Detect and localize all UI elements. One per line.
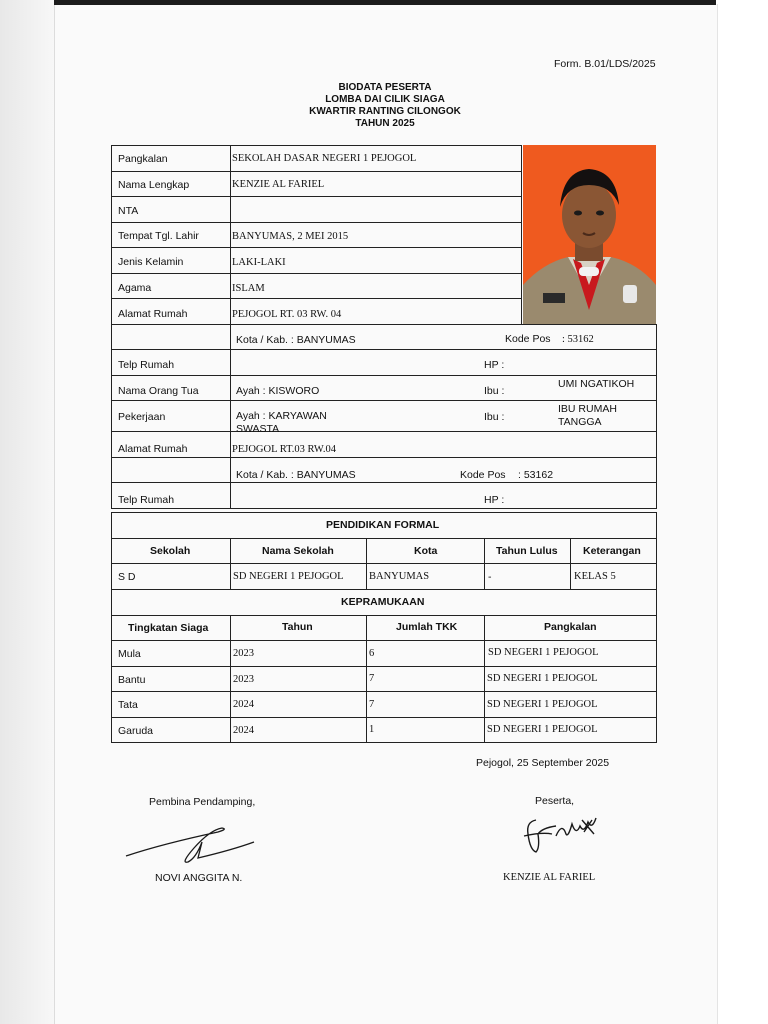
value-jenis-kelamin: LAKI-LAKI — [232, 257, 286, 268]
kepramukaan-row-1-tkk: 6 — [369, 648, 375, 659]
place-date: Pejogol, 25 September 2025 — [476, 757, 610, 769]
document-title — [260, 82, 510, 130]
value-pekerjaan-ayah-1: Ayah : KARYAWAN — [236, 410, 327, 422]
label-ibu: Ibu : — [484, 385, 505, 397]
label-nta: NTA — [118, 205, 139, 217]
top-border-line — [54, 0, 716, 5]
label-alamat-rumah-ortu: Alamat Rumah — [118, 443, 188, 455]
cell-tahun-lulus: - — [488, 571, 492, 583]
title-line-1: BIODATA PESERTA — [338, 82, 432, 93]
label-pekerjaan: Pekerjaan — [118, 411, 166, 423]
pembina-label: Pembina Pendamping, — [149, 796, 256, 808]
label-agama: Agama — [118, 282, 152, 294]
cell-kota: BANYUMAS — [369, 571, 430, 582]
kepramukaan-row-1-pangkalan: SD NEGERI 1 PEJOGOL — [488, 647, 599, 658]
value-kode-pos: : 53162 — [562, 334, 594, 345]
header-tahun-lulus: Tahun Lulus — [496, 545, 558, 557]
kepramukaan-row-3-tahun: 2024 — [233, 699, 254, 710]
label-tempat-tgl-lahir: Tempat Tgl. Lahir — [118, 230, 199, 242]
header-tingkatan-siaga: Tingkatan Siaga — [128, 622, 209, 634]
pembina-name: NOVI ANGGITA N. — [155, 872, 243, 884]
label-kode-pos-ortu: Kode Pos — [460, 469, 506, 481]
label-telp-rumah-ortu: Telp Rumah — [118, 494, 175, 506]
kepramukaan-row-4-tingkatan: Garuda — [118, 725, 154, 737]
pembina-signature — [122, 822, 258, 868]
value-kode-pos-ortu: : 53162 — [518, 469, 554, 481]
header-tahun: Tahun — [282, 621, 313, 633]
value-alamat-rumah: PEJOGOL RT. 03 RW. 04 — [232, 309, 342, 320]
value-pekerjaan-ibu-2: TANGGA — [558, 416, 602, 428]
label-alamat-rumah: Alamat Rumah — [118, 308, 188, 320]
kepramukaan-row-3-tingkatan: Tata — [118, 699, 138, 711]
kepramukaan-row-3-tkk: 7 — [369, 699, 375, 710]
kepramukaan-row-1-tahun: 2023 — [233, 648, 254, 659]
kepramukaan-table — [111, 589, 657, 743]
header-nama-sekolah: Nama Sekolah — [262, 545, 334, 557]
page-edge-shadow — [0, 0, 54, 1024]
value-pekerjaan-ayah-2: SWASTA — [236, 423, 280, 435]
label-nama-lengkap: Nama Lengkap — [118, 179, 190, 191]
photo-portrait-illustration — [523, 145, 656, 324]
header-sekolah: Sekolah — [150, 545, 191, 557]
kepramukaan-row-3-pangkalan: SD NEGERI 1 PEJOGOL — [487, 699, 598, 710]
kepramukaan-row-2-tkk: 7 — [369, 673, 375, 684]
header-jumlah-tkk: Jumlah TKK — [396, 621, 458, 633]
kepramukaan-row-2-tahun: 2023 — [233, 674, 254, 685]
value-nama-ibu: UMI NGATIKOH — [558, 378, 635, 390]
peserta-signature — [522, 812, 602, 856]
label-jenis-kelamin: Jenis Kelamin — [118, 256, 184, 268]
label-kode-pos: Kode Pos — [505, 333, 551, 345]
form-code: Form. B.01/LDS/2025 — [554, 58, 656, 70]
label-telp-rumah: Telp Rumah — [118, 359, 175, 371]
label-pangkalan: Pangkalan — [118, 153, 168, 165]
label-hp: HP : — [484, 359, 505, 371]
label-hp-ortu: HP : — [484, 494, 505, 506]
label-ibu-pekerjaan: Ibu : — [484, 411, 505, 423]
header-pangkalan: Pangkalan — [544, 621, 597, 633]
kepramukaan-row-4-tahun: 2024 — [233, 725, 254, 736]
value-nama-ayah: Ayah : KISWORO — [236, 385, 320, 397]
cell-keterangan: KELAS 5 — [574, 571, 616, 582]
peserta-name: KENZIE AL FARIEL — [503, 872, 596, 883]
value-pangkalan: SEKOLAH DASAR NEGERI 1 PEJOGOL — [232, 153, 417, 164]
kepramukaan-row-2-pangkalan: SD NEGERI 1 PEJOGOL — [487, 673, 598, 684]
header-keterangan: Keterangan — [583, 545, 641, 557]
peserta-label: Peserta, — [535, 795, 575, 807]
value-kota-kab-ortu: Kota / Kab. : BANYUMAS — [236, 469, 356, 481]
value-pekerjaan-ibu-1: IBU RUMAH — [558, 403, 617, 415]
value-kota-kab: Kota / Kab. : BANYUMAS — [236, 334, 356, 346]
value-tempat-tgl-lahir: BANYUMAS, 2 MEI 2015 — [232, 231, 349, 242]
title-line-2: LOMBA DAI CILIK SIAGA — [325, 94, 445, 105]
kepramukaan-row-4-pangkalan: SD NEGERI 1 PEJOGOL — [487, 724, 598, 735]
kepramukaan-row-2-tingkatan: Bantu — [118, 674, 146, 686]
value-agama: ISLAM — [232, 283, 265, 294]
title-line-3: KWARTIR RANTING CILONGOK — [309, 106, 461, 117]
kepramukaan-row-4-tkk: 1 — [369, 724, 375, 735]
label-nama-orang-tua: Nama Orang Tua — [118, 385, 199, 397]
value-alamat-rumah-ortu: PEJOGOL RT.03 RW.04 — [232, 444, 336, 455]
kepramukaan-row-1-tingkatan: Mula — [118, 648, 141, 660]
participant-photo — [523, 145, 656, 324]
cell-nama-sekolah: SD NEGERI 1 PEJOGOL — [233, 571, 344, 582]
title-line-4: TAHUN 2025 — [355, 118, 415, 129]
section-title-pendidikan: PENDIDIKAN FORMAL — [326, 519, 440, 531]
value-nama-lengkap: KENZIE AL FARIEL — [232, 179, 325, 190]
cell-sekolah: S D — [118, 571, 136, 583]
header-kota: Kota — [414, 545, 438, 557]
section-title-kepramukaan: KEPRAMUKAAN — [341, 596, 425, 608]
